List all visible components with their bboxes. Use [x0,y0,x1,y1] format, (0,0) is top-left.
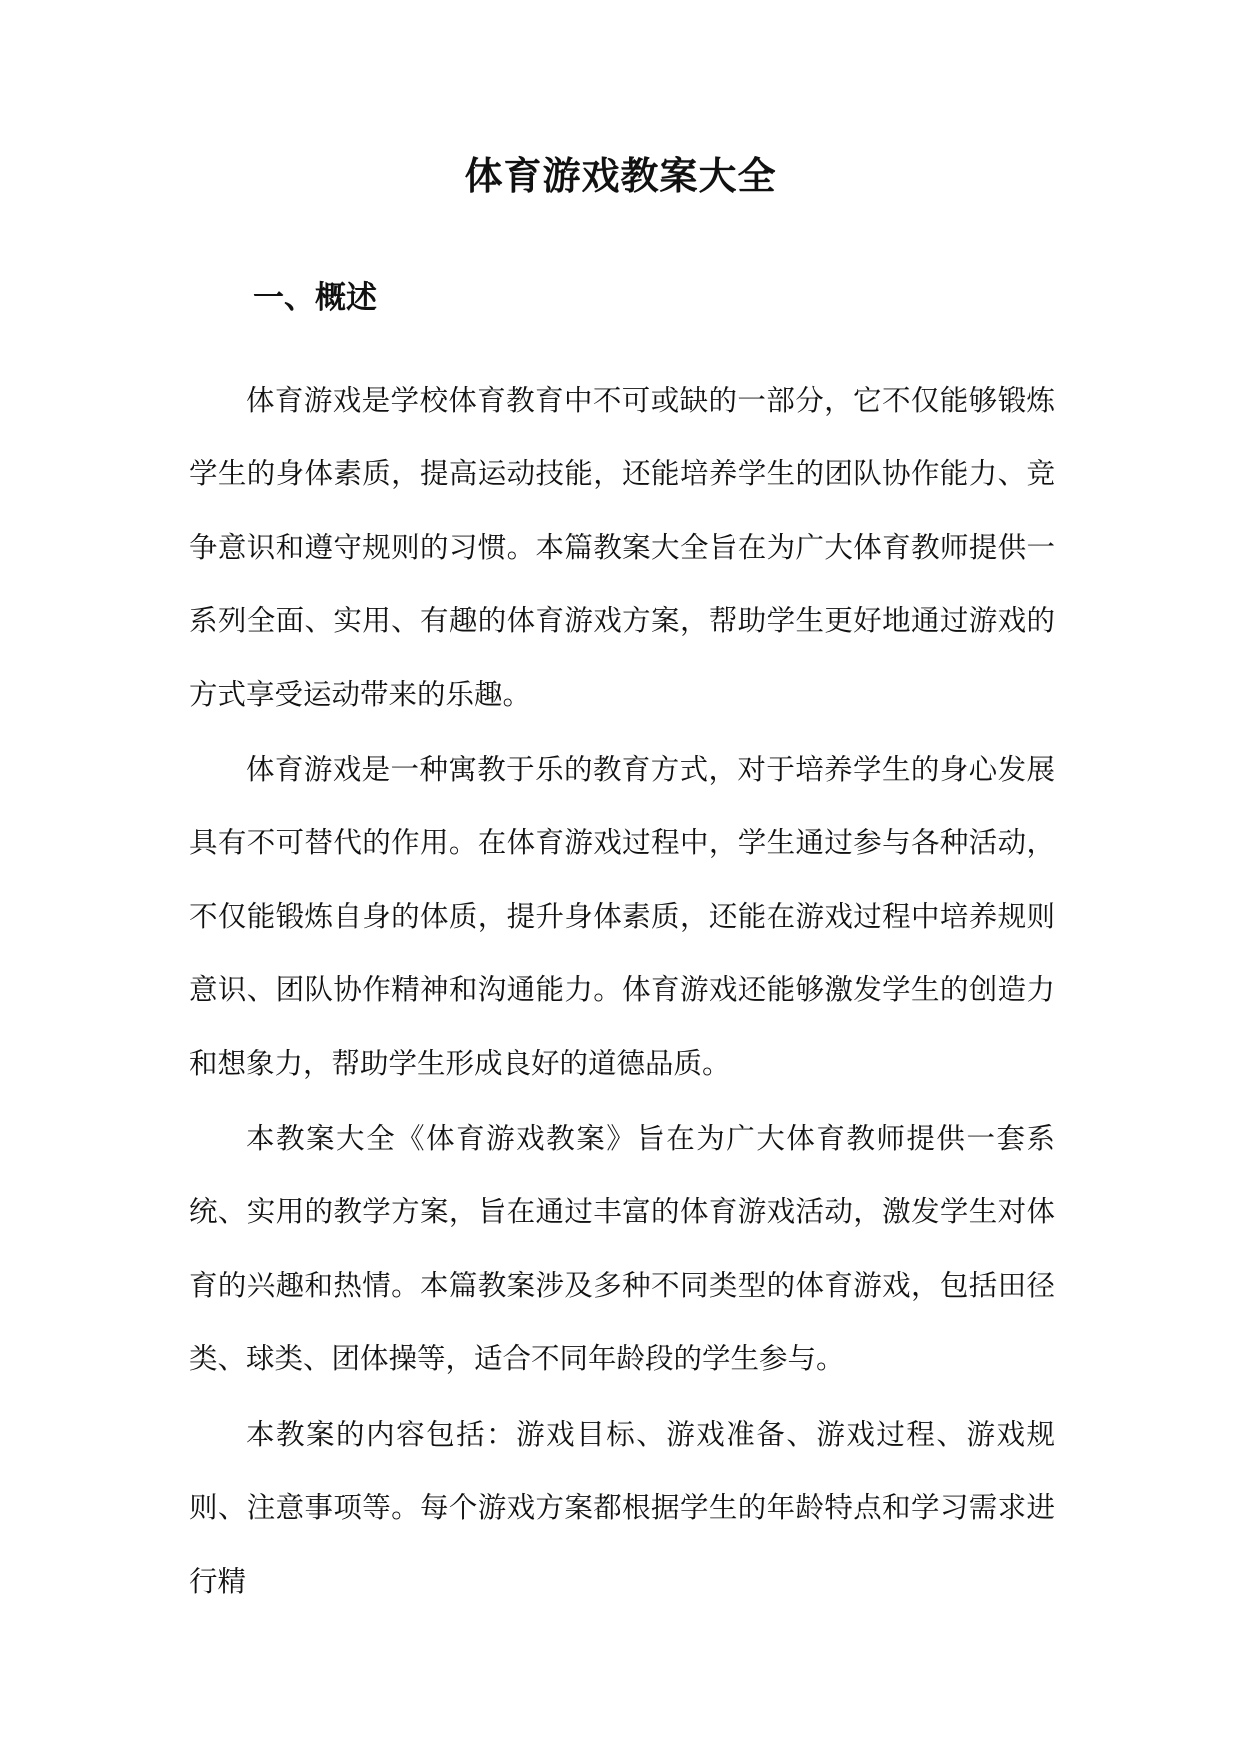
document-title: 体育游戏教案大全 [464,154,777,198]
paragraph: 本教案的内容包括：游戏目标、游戏准备、游戏过程、游戏规则、注意事项等。每个游戏方案都根据学生的年龄特点和学习需求进行精 [189,1417,1055,1598]
paragraph: 体育游戏是学校体育教育中不可或缺的一部分，它不仅能够锻炼学生的身体素质，提高运动技能，还能培养学生的团队协作能力、竞争意识和遵守规则的习惯。本篇教案大全旨在为广大体育教师提供一系列全面、实用、有趣的体育游戏方案，帮助学生更好地通过游戏的方式享受运动带来的乐趣。 [189,384,1055,711]
paragraph: 体育游戏是一种寓教于乐的教育方式，对于培养学生的身心发展具有不可替代的作用。在体育游戏过程中，学生通过参与各种活动，不仅能锻炼自身的体质，提升身体素质，还能在游戏过程中培养规则意识、团队协作精神和沟通能力。体育游戏还能够激发学生的创造力和想象力，帮助学生形成良好的道德品质。 [189,753,1055,1080]
section-heading: 一、概述 [253,280,377,316]
document-body [189,364,1055,1620]
paragraph: 本教案大全《体育游戏教案》旨在为广大体育教师提供一套系统、实用的教学方案，旨在通过丰富的体育游戏活动，激发学生对体育的兴趣和热情。本篇教案涉及多种不同类型的体育游戏，包括田径类、球类、团体操等，适合不同年龄段的学生参与。 [189,1122,1055,1376]
